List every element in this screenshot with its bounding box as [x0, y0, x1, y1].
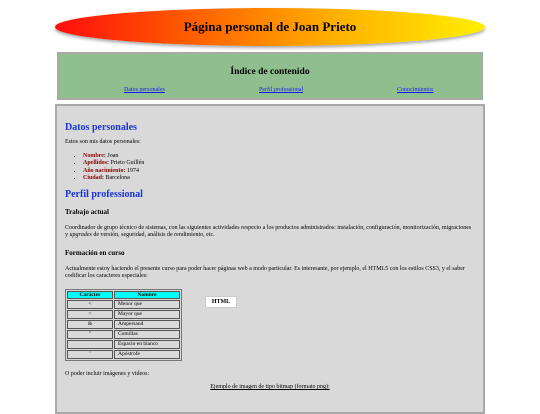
char-cell: "	[67, 330, 113, 339]
link-datos-personales[interactable]: Datos personales	[124, 87, 165, 93]
datos-intro: Estos son mis datos personales:	[65, 139, 141, 145]
name-cell: Espacio en blanco	[114, 340, 180, 349]
name-cell: Ampersand	[114, 320, 180, 329]
datos-label: Nombre:	[83, 152, 106, 159]
list-item	[83, 153, 475, 161]
char-cell: '	[67, 350, 113, 359]
datos-value: Joan	[107, 152, 119, 159]
datos-value: Barcelona	[105, 175, 130, 181]
datos-label: Ciudad:	[83, 175, 105, 181]
page-header-banner	[55, 8, 485, 46]
name-cell: Menor que	[114, 300, 180, 309]
trabajo-heading: Trabajo actual	[65, 207, 110, 216]
special-chars-table	[65, 289, 182, 361]
datos-label: Año nacimiento:	[83, 167, 126, 174]
section-perfil-heading: Perfil professional	[65, 188, 143, 200]
datos-value: 1974	[127, 167, 139, 174]
trabajo-text-em: upgrades	[69, 232, 92, 238]
formacion-text: Actualmente estoy haciendo el presente curso para poder hacer páginas web a modo particular. Es interesante, por ejemplo, el HTML5 con los estilos CSS3, y el saber codificar los caracteres especiales:	[65, 265, 465, 279]
char-cell: &	[67, 320, 113, 329]
list-item	[83, 168, 475, 176]
main-content	[55, 104, 485, 414]
trabajo-text-a: Coordinador de grupo técnico de sistemas, con las siguientes actividades respecto a los productos administrados: instalación, configuración, monitorización, migraciones y	[65, 224, 472, 238]
char-cell	[67, 340, 113, 349]
trabajo-text-b: de versión, seguridad, análisis de rendimiento, etc.	[91, 232, 215, 238]
table-row	[67, 350, 180, 359]
datos-label: Apellidos:	[83, 160, 110, 166]
char-cell: >	[67, 310, 113, 319]
section-datos-heading: Datos personales	[65, 122, 137, 133]
datos-list	[65, 153, 475, 183]
name-cell: Mayor que	[114, 310, 180, 319]
list-item	[83, 175, 475, 183]
link-conocimientos[interactable]: Conocimientos	[397, 87, 434, 93]
char-cell: <	[67, 300, 113, 309]
formacion-heading: Formación en curso	[65, 248, 125, 257]
table-row	[67, 330, 180, 339]
index-title: Índice de contenido	[230, 67, 310, 77]
table-row	[67, 310, 180, 319]
col-header-caracter: Carácter	[67, 291, 113, 299]
trabajo-text	[65, 225, 475, 240]
table-row	[67, 340, 180, 349]
col-header-nombre: Nombre	[114, 291, 180, 299]
media-intro: O poder incluir imágenes y videos:	[65, 370, 150, 377]
html-logo-image: HTML	[205, 296, 237, 308]
content-index	[57, 52, 483, 100]
image-caption: Ejemplo de imagen de tipo bitmap (formato png):	[210, 384, 330, 390]
table-row	[67, 300, 180, 309]
list-item	[83, 160, 475, 168]
name-cell: Apóstrofe	[114, 350, 180, 359]
table-header-row	[67, 291, 180, 299]
datos-value: Prieto Guillén	[110, 160, 145, 166]
page-title: Página personal de Joan Prieto	[183, 19, 357, 34]
name-cell: Comillas	[114, 330, 180, 339]
link-perfil-professional[interactable]: Perfil professional	[259, 87, 304, 93]
table-row	[67, 320, 180, 329]
